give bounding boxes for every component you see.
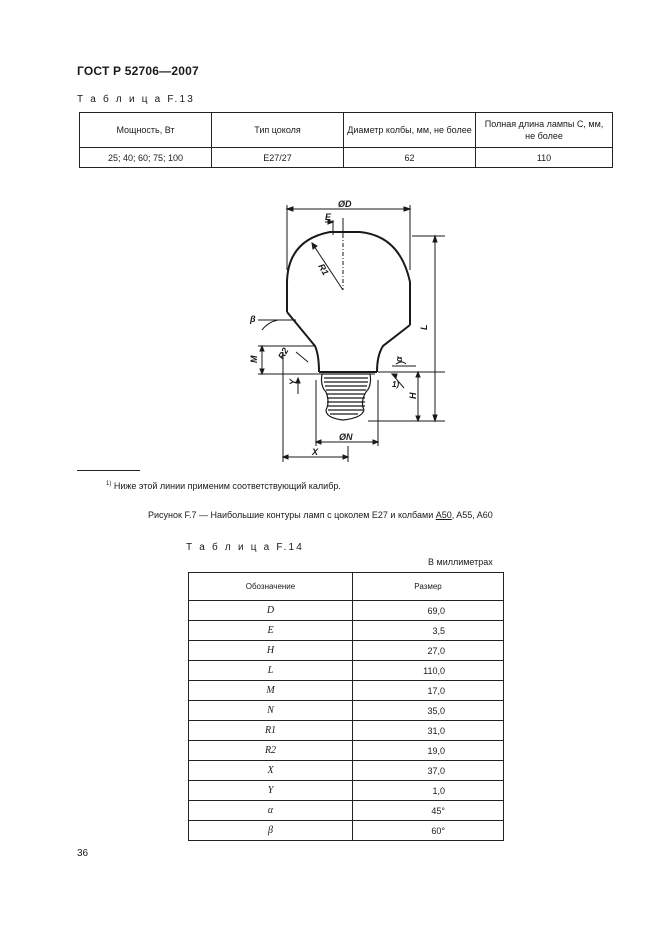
table-row	[189, 701, 504, 721]
cell-value: 1,0	[353, 781, 504, 801]
cell-symbol: X	[189, 761, 353, 781]
cell-symbol: R1	[189, 721, 353, 741]
figure-caption-a50: A50	[435, 510, 452, 520]
figure-caption-suffix: , A55, A60	[451, 510, 493, 520]
cell-value: 27,0	[353, 641, 504, 661]
cell-symbol: N	[189, 701, 353, 721]
cell-value: 19,0	[353, 741, 504, 761]
cell-bulb-diameter: 62	[344, 148, 476, 168]
header-total-length: Полная длина лампы C, мм, не более	[476, 113, 613, 148]
label-beta: β	[250, 314, 256, 324]
label-N: ØN	[339, 432, 353, 442]
cell-value: 3,5	[353, 621, 504, 641]
label-X: X	[312, 447, 319, 457]
label-L: L	[419, 324, 429, 330]
cell-cap-type: E27/27	[212, 148, 344, 168]
table-row	[189, 761, 504, 781]
header-bulb-diameter: Диаметр колбы, мм, не более	[344, 113, 476, 148]
table-row	[189, 741, 504, 761]
label-M: M	[249, 355, 259, 363]
cell-power: 25; 40; 60; 75; 100	[80, 148, 212, 168]
table-f14-units: В миллиметрах	[428, 557, 493, 567]
table-row	[189, 781, 504, 801]
label-note-1: 1)	[392, 380, 400, 389]
table-f14-caption: Т а б л и ц а F.14	[186, 542, 305, 553]
table-row	[189, 721, 504, 741]
cell-symbol: M	[189, 681, 353, 701]
cell-value: 31,0	[353, 721, 504, 741]
cell-symbol: β	[189, 821, 353, 841]
label-R1: R1	[316, 262, 331, 277]
footnote-rule	[77, 470, 140, 471]
standard-title: ГОСТ Р 52706—2007	[77, 64, 199, 78]
cell-value: 60°	[353, 821, 504, 841]
cell-value: 45°	[353, 801, 504, 821]
footnote	[106, 481, 341, 491]
table-row	[189, 801, 504, 821]
table-row	[189, 681, 504, 701]
cell-total-length: 110	[476, 148, 613, 168]
label-H: H	[408, 392, 418, 399]
header-cap-type: Тип цоколя	[212, 113, 344, 148]
cell-symbol: E	[189, 621, 353, 641]
table-header-row	[80, 113, 613, 148]
label-alpha: α	[394, 356, 404, 362]
cell-value: 35,0	[353, 701, 504, 721]
footnote-mark: 1)	[106, 481, 112, 487]
table-row	[189, 621, 504, 641]
cell-symbol: α	[189, 801, 353, 821]
footnote-text: Ниже этой линии применим соответствующий калибр.	[111, 481, 341, 491]
table-row	[189, 601, 504, 621]
table-row	[189, 821, 504, 841]
figure-caption-prefix: Рисунок F.7 — Наибольшие контуры ламп с цоколем E27 и колбами	[148, 510, 436, 520]
table-row	[80, 148, 613, 168]
cell-value: 17,0	[353, 681, 504, 701]
cell-symbol: R2	[189, 741, 353, 761]
page-number: 36	[77, 848, 89, 859]
figure-caption	[148, 510, 493, 520]
lamp-outline-drawing	[240, 195, 455, 467]
cell-symbol: D	[189, 601, 353, 621]
cell-value: 110,0	[353, 661, 504, 681]
label-D: ØD	[338, 199, 352, 209]
cell-value: 37,0	[353, 761, 504, 781]
table-row	[189, 661, 504, 681]
label-R2: R2	[276, 346, 291, 361]
header-size: Размер	[353, 573, 504, 601]
cell-symbol: L	[189, 661, 353, 681]
table-row	[189, 641, 504, 661]
table-header-row	[189, 573, 504, 601]
cell-value: 69,0	[353, 601, 504, 621]
header-designation: Обозначение	[189, 573, 353, 601]
cell-symbol: Y	[189, 781, 353, 801]
header-power: Мощность, Вт	[80, 113, 212, 148]
label-E: E	[325, 212, 332, 222]
table-f14	[188, 572, 504, 841]
table-f13	[79, 112, 613, 168]
label-Y: Y	[288, 378, 298, 385]
table-f13-caption: Т а б л и ц а F.13	[77, 94, 196, 105]
cell-symbol: H	[189, 641, 353, 661]
